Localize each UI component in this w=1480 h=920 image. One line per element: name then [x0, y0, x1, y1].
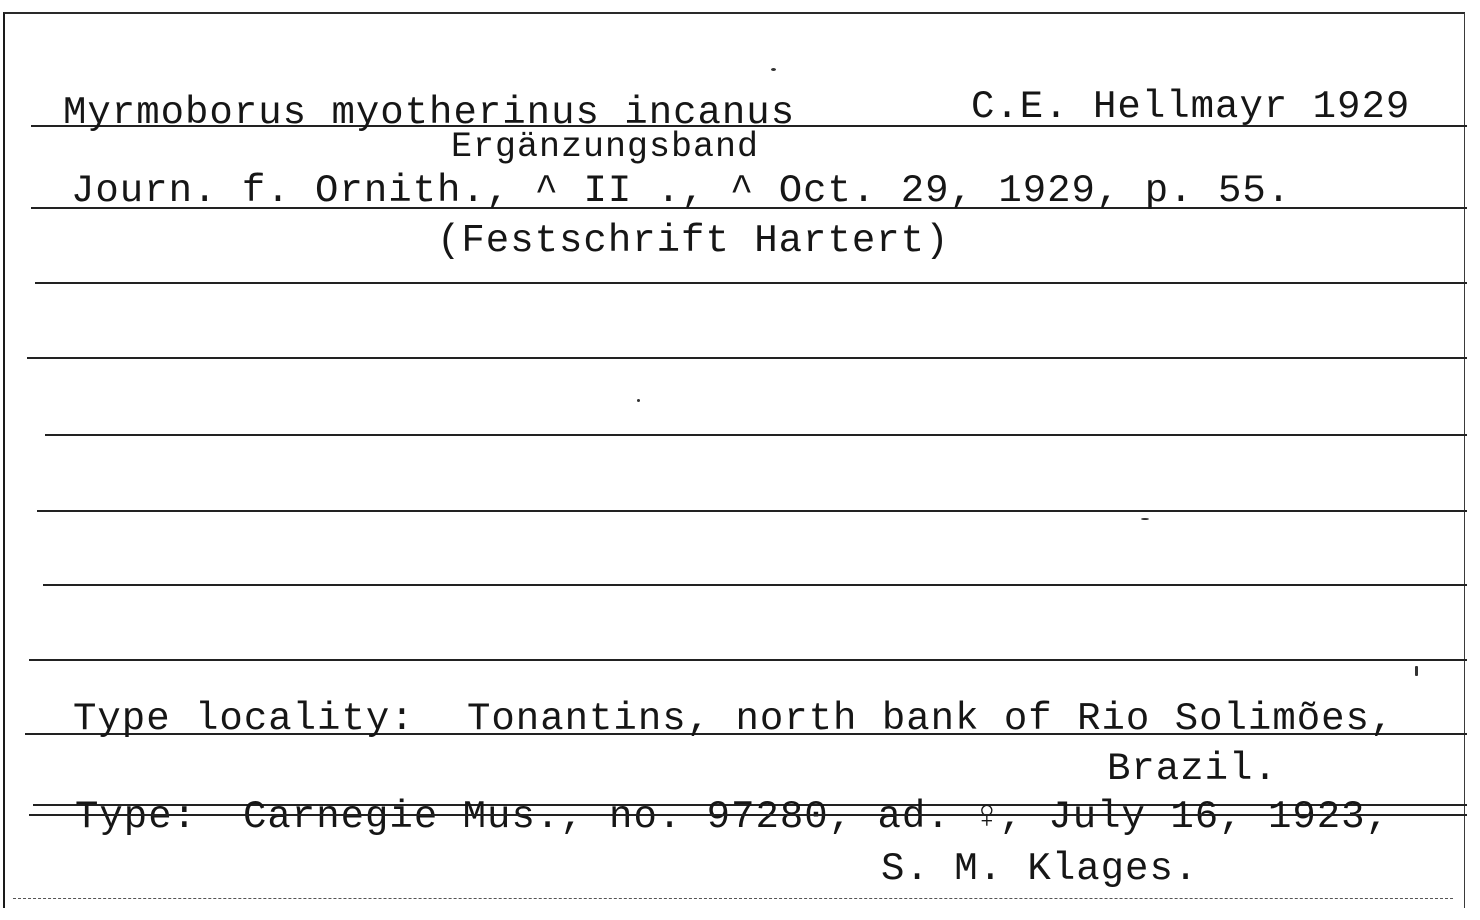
ruled-line — [27, 357, 1467, 359]
type-locality-country: Brazil. — [1107, 747, 1278, 791]
ink-speck — [1141, 518, 1149, 520]
collector: S. M. Klages. — [881, 847, 1199, 891]
ink-speck — [771, 68, 776, 71]
type-locality-label: Type locality: — [73, 697, 415, 741]
author-year: C.E. Hellmayr 1929 — [971, 85, 1411, 129]
strikethrough-line — [29, 814, 1467, 816]
index-card — [3, 12, 1465, 908]
ruled-line — [45, 434, 1467, 436]
ink-speck — [1415, 666, 1418, 676]
citation: Journ. f. Ornith., ^ II ., ^ Oct. 29, 1929, p. 55. — [71, 169, 1292, 213]
ink-speck — [637, 399, 640, 402]
taxon-name: Myrmoborus myotherinus incanus — [63, 91, 796, 135]
insertion-note: Ergänzungsband — [451, 127, 760, 167]
type-label: Type: — [75, 795, 198, 839]
ruled-line — [37, 510, 1467, 512]
festschrift-note: (Festschrift Hartert) — [437, 219, 950, 263]
type-locality-value: Tonantins, north bank of Rio Solimões, — [467, 697, 1395, 741]
type-specimen: Carnegie Mus., no. 97280, ad. ♀, July 16, 1923, — [243, 795, 1390, 839]
ruled-line — [29, 659, 1467, 661]
ruled-line — [35, 282, 1467, 284]
card-bottom-edge — [13, 898, 1453, 913]
ruled-line — [43, 584, 1467, 586]
